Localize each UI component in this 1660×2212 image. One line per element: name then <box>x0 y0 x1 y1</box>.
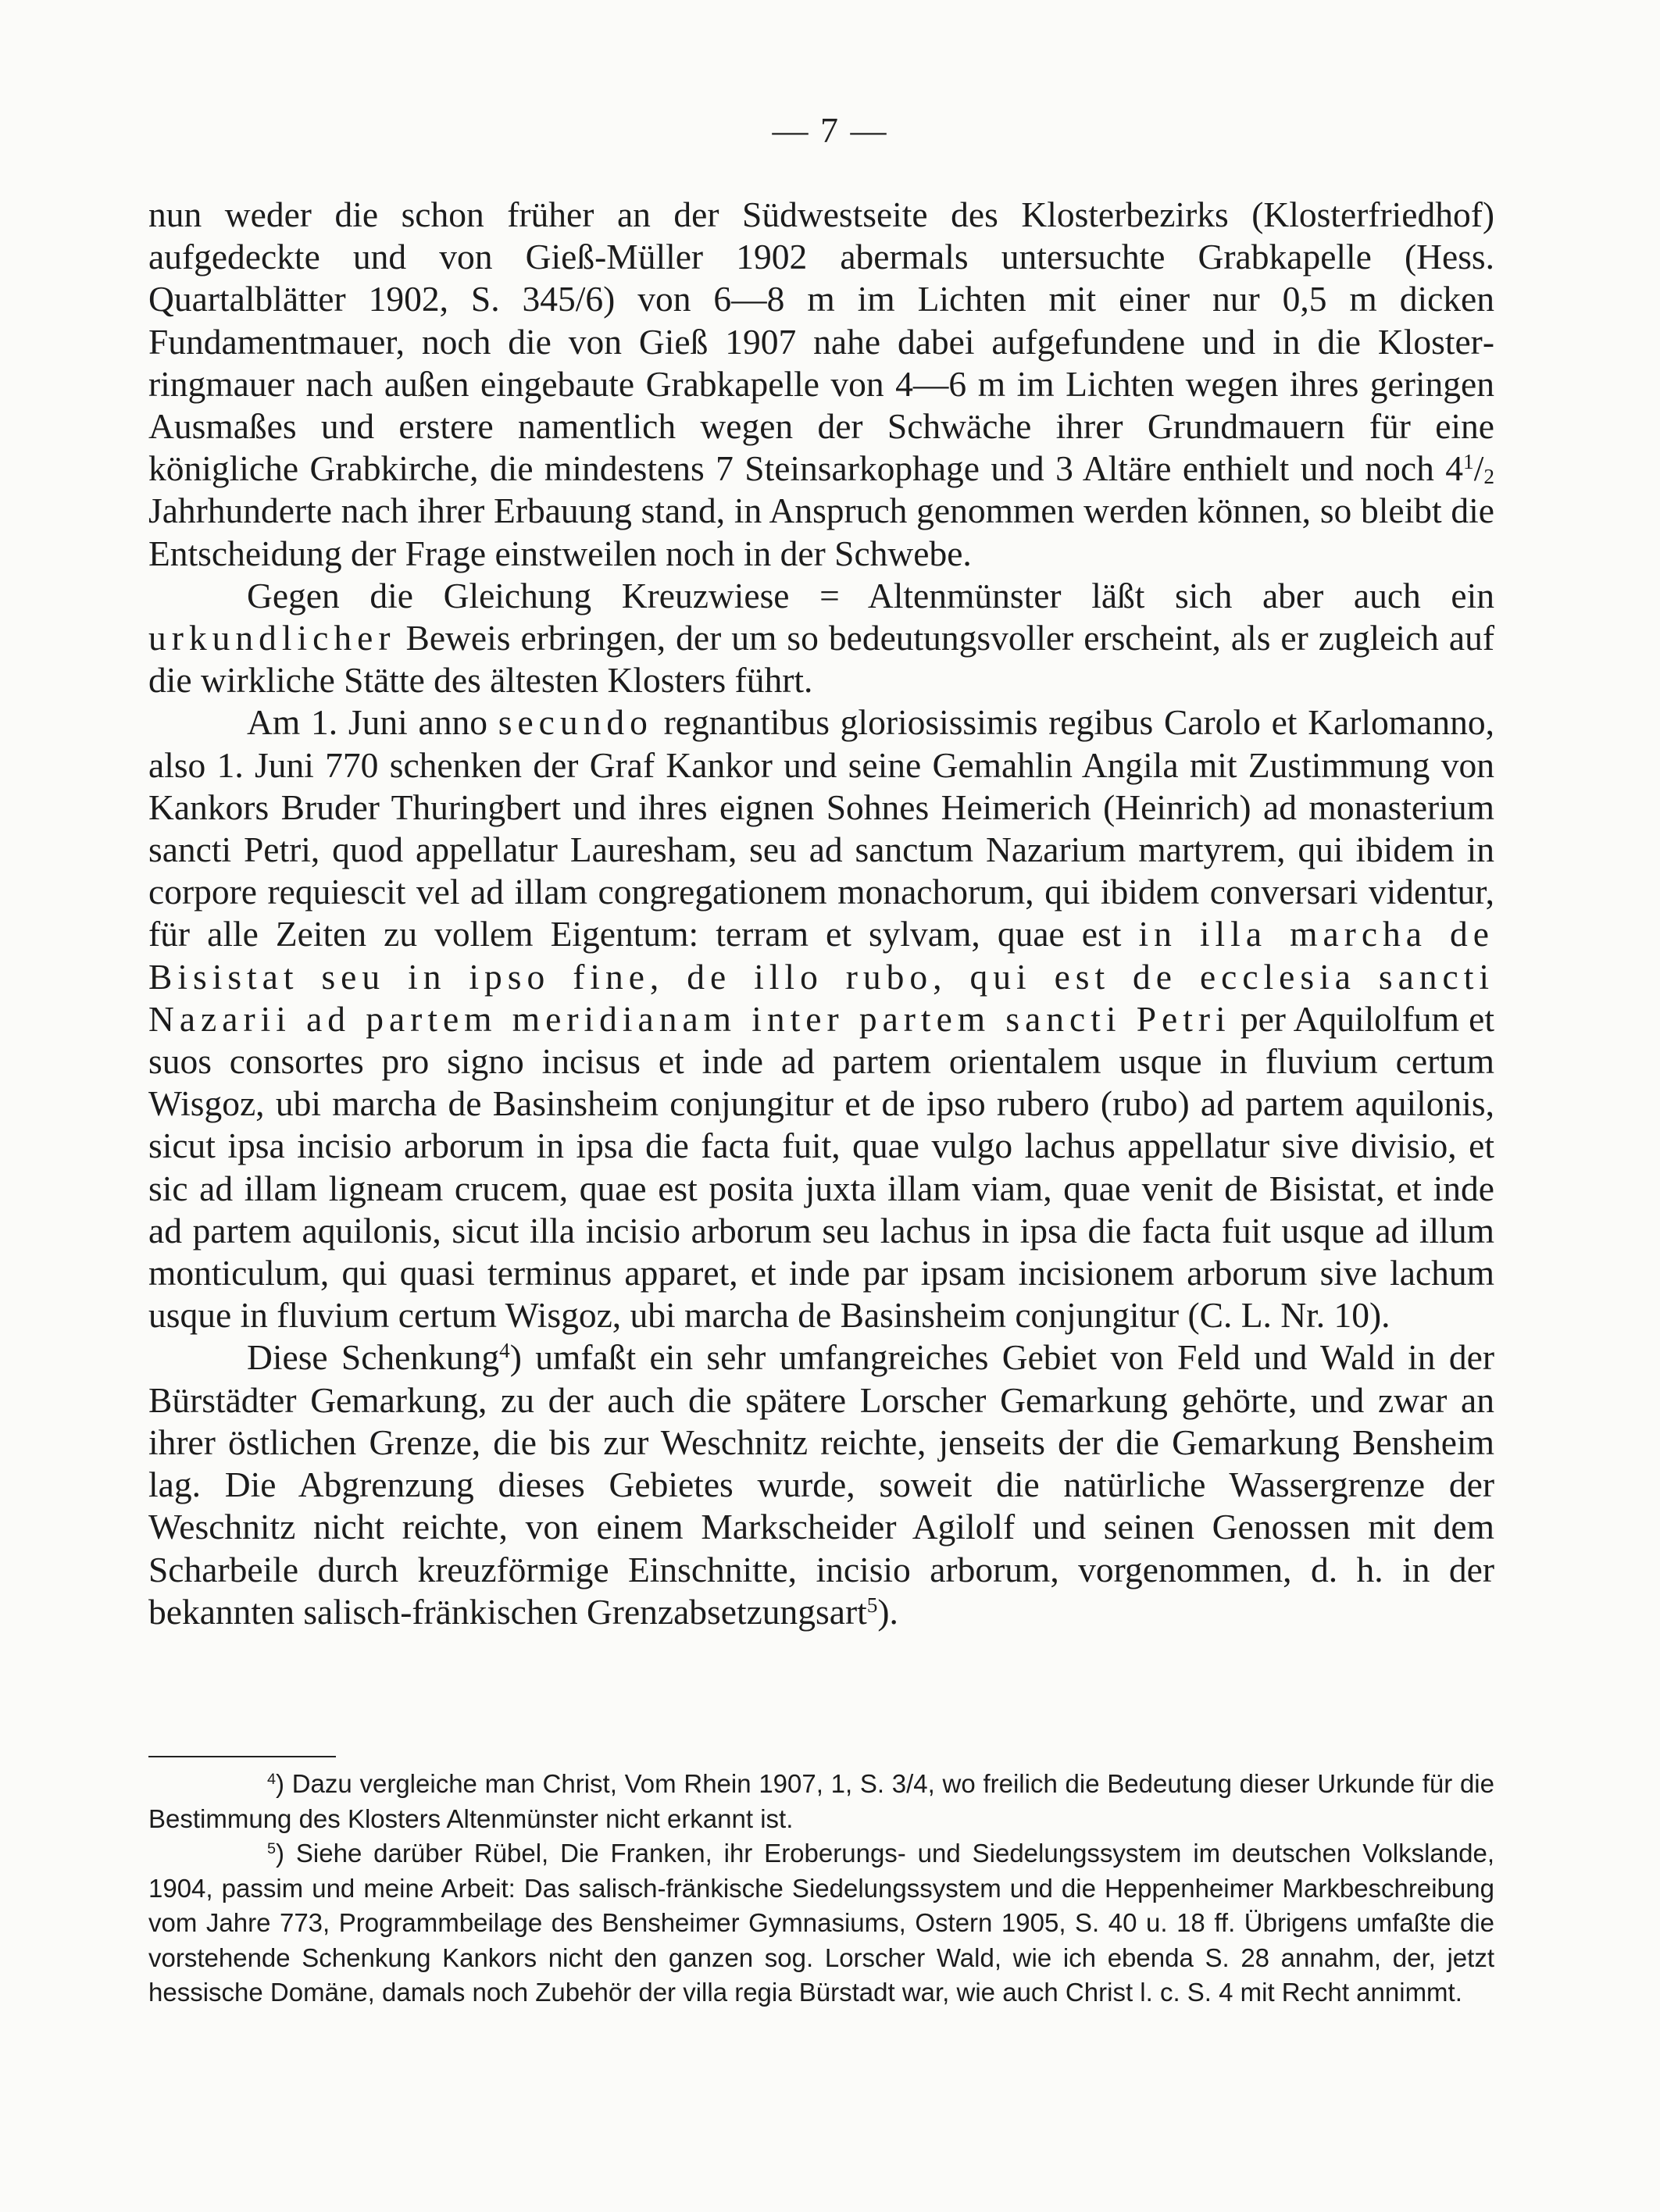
footnote-ref-5: 5 <box>866 1593 878 1617</box>
footnote-5 <box>148 1836 1494 2010</box>
paragraph-3-text-b: regnantibus gloriosissimis regibus Carolo et Karlomanno, also 1. Juni 770 schenken der Graf Kankor und seine Gemahlin Angila mit Zustimmung von Kankors Bruder Thuringbert und ihres eignen Sohnes Heimerich (Heinrich) ad monasterium sancti Petri, quod appellatur Lauresham, seu ad sanctum Nazarium martyrem, qui ibidem in corpore requiescit vel ad illam congregationem monachorum, qui ibidem conversari videntur, für alle Zeiten zu vollem Eigentum: terram et sylvam, quae est <box>148 702 1494 954</box>
fraction-whole: 4 <box>1445 448 1464 489</box>
paragraph-1-text: nun weder die schon früher an der Südwestseite des Klosterbezirks (Klosterfriedhof) aufgedeckte und von Gieß-Müller 1902 abermals untersuchte Grabkapelle (Hess. Quartalblätter 1902, S. 345/6) von 6—8 m im Lichten mit einer nur 0,5 m dicken Fundamentmauer, noch die von Gieß 1907 nahe dabei aufgefundene und in die Klosterringmauer nach außen eingebaute Grabkapelle von 4—6 m im Lichten wegen ihres geringen Ausmaßes und erstere namentlich wegen der Schwäche ihrer Grundmauern für eine königliche Grabkirche, die mindestens 7 Steinsarkophage und 3 Altäre enthielt und noch <box>148 194 1494 489</box>
footnote-5-text: ) Siehe darüber Rübel, Die Franken, ihr Eroberungs- und Siedelungssystem im deutschen Volkslande, 1904, passim und meine Arbeit: Das salisch-fränkische Siedelungssystem und die Heppenheimer Markbeschreibung vom Jahre 773, Programmbeilage des Bensheimer Gymnasiums, Ostern 1905, S. 40 u. 18 ff. Übrigens umfaßte die vorstehende Schenkung Kankors nicht den ganzen sog. Lorscher Wald, wie ich ebenda S. 28 annahm, der, jetzt hessische Domäne, damals noch Zubehör der villa regia Bürstadt war, wie auch Christ l. c. S. 4 mit Recht annimmt. <box>148 1839 1494 2007</box>
paragraph-2-text-b: Beweis erbringen, der um so bedeutungsvoller erscheint, als er zugleich auf die wirkliche Stätte des ältesten Klosters führt. <box>148 618 1494 701</box>
paragraph-4-text-c: ). <box>877 1591 898 1632</box>
footnote-5-mark: 5 <box>267 1840 277 1858</box>
paragraph-3-text-c: per Aquilolfum et suos consortes pro signo incisus et inde ad partem orientalem usque in fluvium certum Wisgoz, ubi marcha de Basinsheim conjungitur et de ipso rubero (rubo) ad partem aquilonis, sicut ipsa incisio arborum in ipsa die facta fuit, quae vulgo lachus appellatur sive divisio, et sic ad illam ligneam crucem, quae est posita juxta illam viam, quae venit de Bisistat, et inde ad partem aquilonis, sicut illa incisio arborum seu lachus in ipsa die facta fuit usque ad illum monticulum, qui quasi terminus apparet, et inde par ipsam incisionem arborum sive lachum usque in fluvium certum Wisgoz, ubi marcha de Basinsheim conjungitur (C. L. Nr. 10). <box>148 998 1494 1336</box>
footnote-4-mark: 4 <box>267 1771 277 1789</box>
main-text <box>148 194 1494 1633</box>
paragraph-4 <box>148 1336 1494 1632</box>
paragraph-4-text-b: ) umfaßt ein sehr umfangreiches Gebiet von Feld und Wald in der Bürstädter Gemarkung, zu der auch die spätere Lorscher Gemarkung gehörte, und zwar an ihrer östlichen Grenze, die bis zur Weschnitz reichte, jenseits der die Gemarkung Bensheim lag. Die Abgrenzung dieses Gebietes wurde, soweit die natürliche Wassergrenze der Weschnitz nicht reichte, von einem Markscheider Agilolf und seinen Genossen mit dem Scharbeile durch kreuzförmige Einschnitte, incisio arborum, vorgenommen, d. h. in der bekannten salisch-fränkischen Grenzabsetzungsart <box>148 1337 1494 1632</box>
footnote-4 <box>148 1767 1494 1836</box>
fraction-slash: / <box>1473 448 1484 489</box>
spaced-word-urkundlicher: urkundlicher <box>148 618 396 658</box>
page-number: — 7 — <box>772 110 888 150</box>
footnote-ref-4: 4 <box>499 1339 510 1363</box>
paragraph-1 <box>148 194 1494 575</box>
paragraph-4-text-a: Diese Schenkung <box>247 1337 500 1378</box>
spaced-word-secundo: secundo <box>498 702 653 743</box>
footnotes <box>148 1767 1494 2010</box>
fraction-denominator: 2 <box>1483 465 1495 489</box>
fraction-numerator: 1 <box>1463 450 1474 474</box>
footnote-4-text: ) Dazu vergleiche man Christ, Vom Rhein 1907, 1, S. 3/4, wo freilich die Bedeutung dieser Urkunde für die Bestimmung des Klosters Altenmünster nicht erkannt ist. <box>148 1769 1494 1833</box>
paragraph-3-text-a: Am 1. Juni anno <box>247 702 498 743</box>
paragraph-1-tail: Jahrhunderte nach ihrer Erbauung stand, in Anspruch genommen werden können, so bleibt die Entscheidung der Frage einstweilen noch in der Schwebe. <box>148 491 1494 573</box>
footnote-separator <box>148 1756 336 1757</box>
paragraph-2-text-a: Gegen die Gleichung Kreuzwiese = Altenmünster läßt sich aber auch ein <box>247 575 1494 615</box>
paragraph-3 <box>148 701 1494 1336</box>
paragraph-2 <box>148 575 1494 702</box>
spaced-latin-boundary: in illa marcha de Bisistat seu in ipso fine, de illo rubo, qui est de ecclesia sancti Nazarii ad partem meridianam inter partem sancti Petri <box>148 914 1494 1039</box>
